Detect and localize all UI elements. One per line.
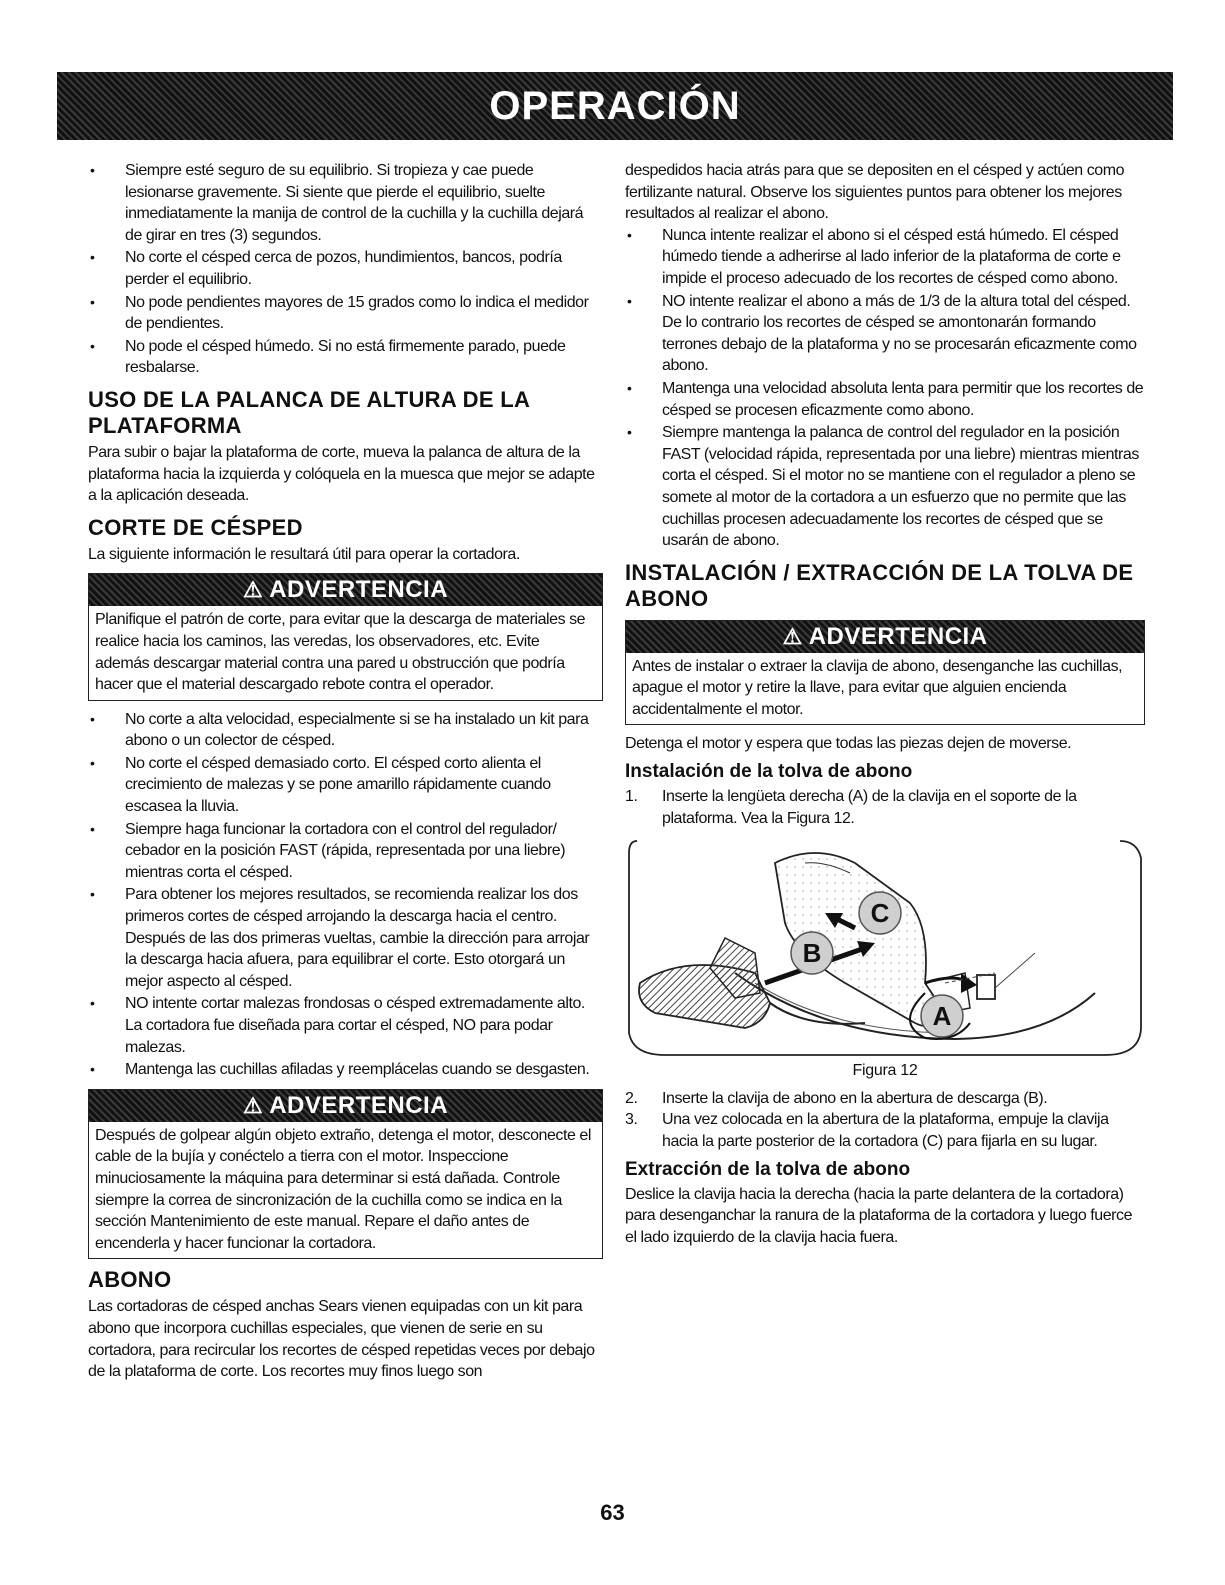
figure-caption: Figura 12 xyxy=(852,1062,918,1080)
mulch-plug-diagram xyxy=(625,833,1145,1058)
step-number: 1. xyxy=(625,788,638,806)
warning-text: Planifique el patrón de corte, para evitar que la descarga de materiales se realice hacia los caminos, las veredas, los observadores, etc. Evite además descargar material contra una pared u obstrucción que podría hacer que el material descargado rebote contra el operador. xyxy=(95,611,586,694)
warning-header xyxy=(89,1090,602,1122)
list-item: • No pode el césped húmedo. Si no está firmemente parado, puede resbalarse. xyxy=(88,336,603,379)
heading-install-remove: INSTALACIÓN / EXTRACCIÓN DE LA TOLVA DE ABONO xyxy=(625,559,1134,611)
mulch-bullet-list xyxy=(625,225,1145,552)
label-c: C xyxy=(870,898,890,929)
warning-box xyxy=(88,573,603,700)
section-banner xyxy=(57,72,1173,140)
warning-title: ADVERTENCIA xyxy=(269,576,449,604)
heading-mowing: CORTE DE CÉSPED xyxy=(88,514,303,540)
step-text: Inserte la clavija de abono en la abertura de descarga (B). xyxy=(662,1089,1048,1107)
warning-header xyxy=(89,574,602,606)
mowing-bullet-list xyxy=(88,709,603,1081)
list-item: • No corte el césped demasiado corto. El césped corto alienta el crecimiento de malezas y se pone amarillo rápidamente cuando escasea la lluvia. xyxy=(88,753,603,818)
heading-mulch: ABONO xyxy=(88,1267,172,1293)
stop-engine-text: Detenga el motor y espera que todas las piezas dejen de moverse. xyxy=(625,735,1072,753)
warning-text: Después de golpear algún objeto extraño, detenga el motor, desconecte el cable de la bujía y conéctelo a tierra con el motor. Inspeccione minuciosamente la máquina para determinar si está dañada. Controle siempre la correa de sincronización de la cuchilla como se indica en la sección Mantenimiento de este manual. Repare el daño antes de encenderla y hacer funcionar la cortadora. xyxy=(95,1126,591,1252)
warning-box xyxy=(88,1089,603,1260)
warning-text: Antes de instalar o extraer la clavija de abono, desenganche las cuchillas, apague el motor y retire la llave, para evitar que alguien encienda accidentalmente el motor. xyxy=(632,657,1123,718)
right-column xyxy=(625,160,1145,1248)
warning-triangle-icon: ⚠ xyxy=(782,623,803,649)
list-item: • NO intente realizar el abono a más de 1/3 de la altura total del césped. De lo contrario los recortes de césped se amontonarán formando terrones debajo de la plataforma y no se procesarán eficazmente como abono. xyxy=(625,291,1145,377)
list-item: • Para obtener los mejores resultados, se recomienda realizar los dos primeros cortes de césped arrojando la descarga hacia el centro. Después de las dos primeras vueltas, cambie la dirección para arrojar la descarga hacia afuera, para equilibrar el corte. Esto otorgará un mejor aspecto al césped. xyxy=(88,884,603,992)
step-text: Una vez colocada en la abertura de la plataforma, empuje la clavija hacia la parte posterior de la cortadora (C) para fijarla en su lugar. xyxy=(662,1111,1109,1151)
label-b: B xyxy=(802,938,822,969)
subheading-install: Instalación de la tolva de abono xyxy=(625,761,913,783)
warning-box xyxy=(625,620,1145,726)
label-a: A xyxy=(932,1001,952,1032)
page-title: OPERACIÓN xyxy=(489,83,741,128)
step-item xyxy=(625,1109,1145,1152)
list-item: • Siempre mantenga la palanca de control del regulador en la posición FAST (velocidad rápida, representada por una liebre) mientras mientras corta el césped. Si el motor no se mantiene con el regulador a pleno se somete al motor de la cortadora a un esfuerzo que no permite que las cuchillas procesen adecuadamente los recortes de césped que se usarán de abono. xyxy=(625,422,1145,552)
warning-triangle-icon: ⚠ xyxy=(242,1092,264,1118)
step-number: 2. xyxy=(625,1089,638,1107)
list-item: • No pode pendientes mayores de 15 grados como lo indica el medidor de pendientes. xyxy=(88,292,603,335)
step-number: 3. xyxy=(625,1111,638,1129)
warning-triangle-icon: ⚠ xyxy=(242,577,264,603)
install-steps-1 xyxy=(625,786,1145,829)
mulch-text: Las cortadoras de césped anchas Sears vienen equipadas con un kit para abono que incorpora cuchillas especiales, que vienen de serie en su cortadora, para recircular los recortes de césped repetidas veces por debajo de la plataforma de corte. Los recortes muy finos luego son xyxy=(88,1298,595,1381)
deck-lever-text: Para subir o bajar la plataforma de corte, mueva la palanca de altura de la plataforma hacia la izquierda y colóquela en la muesca que mejor se adapte a la aplicación deseada. xyxy=(88,443,595,505)
warning-header xyxy=(626,621,1144,653)
figure-12-illustration xyxy=(625,833,1145,1058)
step-item xyxy=(625,1088,1145,1110)
safety-bullet-list xyxy=(88,160,603,379)
list-item: • Siempre haga funcionar la cortadora con el control del regulador/ cebador en la posición FAST (rápida, representada por una liebre) mientras corta el césped. xyxy=(88,819,603,884)
step-item xyxy=(625,786,1145,829)
heading-deck-lever: USO DE LA PALANCA DE ALTURA DE LA PLATAFORMA xyxy=(88,386,530,438)
list-item: • Mantenga las cuchillas afiladas y reemplácelas cuando se desgasten. xyxy=(88,1059,603,1081)
left-column xyxy=(88,160,603,1383)
mulch-continued-text: despedidos hacia atrás para que se depositen en el césped y actúen como fertilizante natural. Observe los siguientes puntos para obtener los mejores resultados al realizar el abono. xyxy=(625,162,1125,223)
step-text: Inserte la lengüeta derecha (A) de la clavija en el soporte de la plataforma. Vea la Figura 12. xyxy=(662,788,1077,827)
list-item: • Nunca intente realizar el abono si el césped está húmedo. El césped húmedo tiende a adherirse al lado inferior de la plataforma de corte e impide el proceso adecuado de los recortes de césped como abono. xyxy=(625,225,1145,290)
list-item: • No corte el césped cerca de pozos, hundimientos, bancos, podría perder el equilibrio. xyxy=(88,247,603,290)
install-steps-2 xyxy=(625,1088,1145,1153)
page-number: 63 xyxy=(600,1500,625,1525)
list-item: • Siempre esté seguro de su equilibrio. Si tropieza y cae puede lesionarse gravemente. Si siente que pierde el equilibrio, suelte inmediatamente la manija de control de la cuchilla y la cuchilla dejará de girar en tres (3) segundos. xyxy=(88,160,603,246)
warning-title: ADVERTENCIA xyxy=(808,622,988,650)
list-item: • Mantenga una velocidad absoluta lenta para permitir que los recortes de césped se procesen eficazmente como abono. xyxy=(625,378,1145,421)
list-item: • NO intente cortar malezas frondosas o césped extremadamente alto. La cortadora fue diseñada para cortar el césped, NO para podar malezas. xyxy=(88,993,603,1058)
mowing-intro: La siguiente información le resultará útil para operar la cortadora. xyxy=(88,545,520,563)
warning-title: ADVERTENCIA xyxy=(269,1091,449,1119)
subheading-remove: Extracción de la tolva de abono xyxy=(625,1158,911,1180)
remove-text: Deslice la clavija hacia la derecha (hacia la parte delantera de la cortadora) para desenganchar la ranura de la plataforma de la cortadora y luego fuerce el lado izquierdo de la clavija hacia fuera. xyxy=(625,1185,1133,1246)
list-item: • No corte a alta velocidad, especialmente si se ha instalado un kit para abono o un colector de césped. xyxy=(88,709,603,752)
